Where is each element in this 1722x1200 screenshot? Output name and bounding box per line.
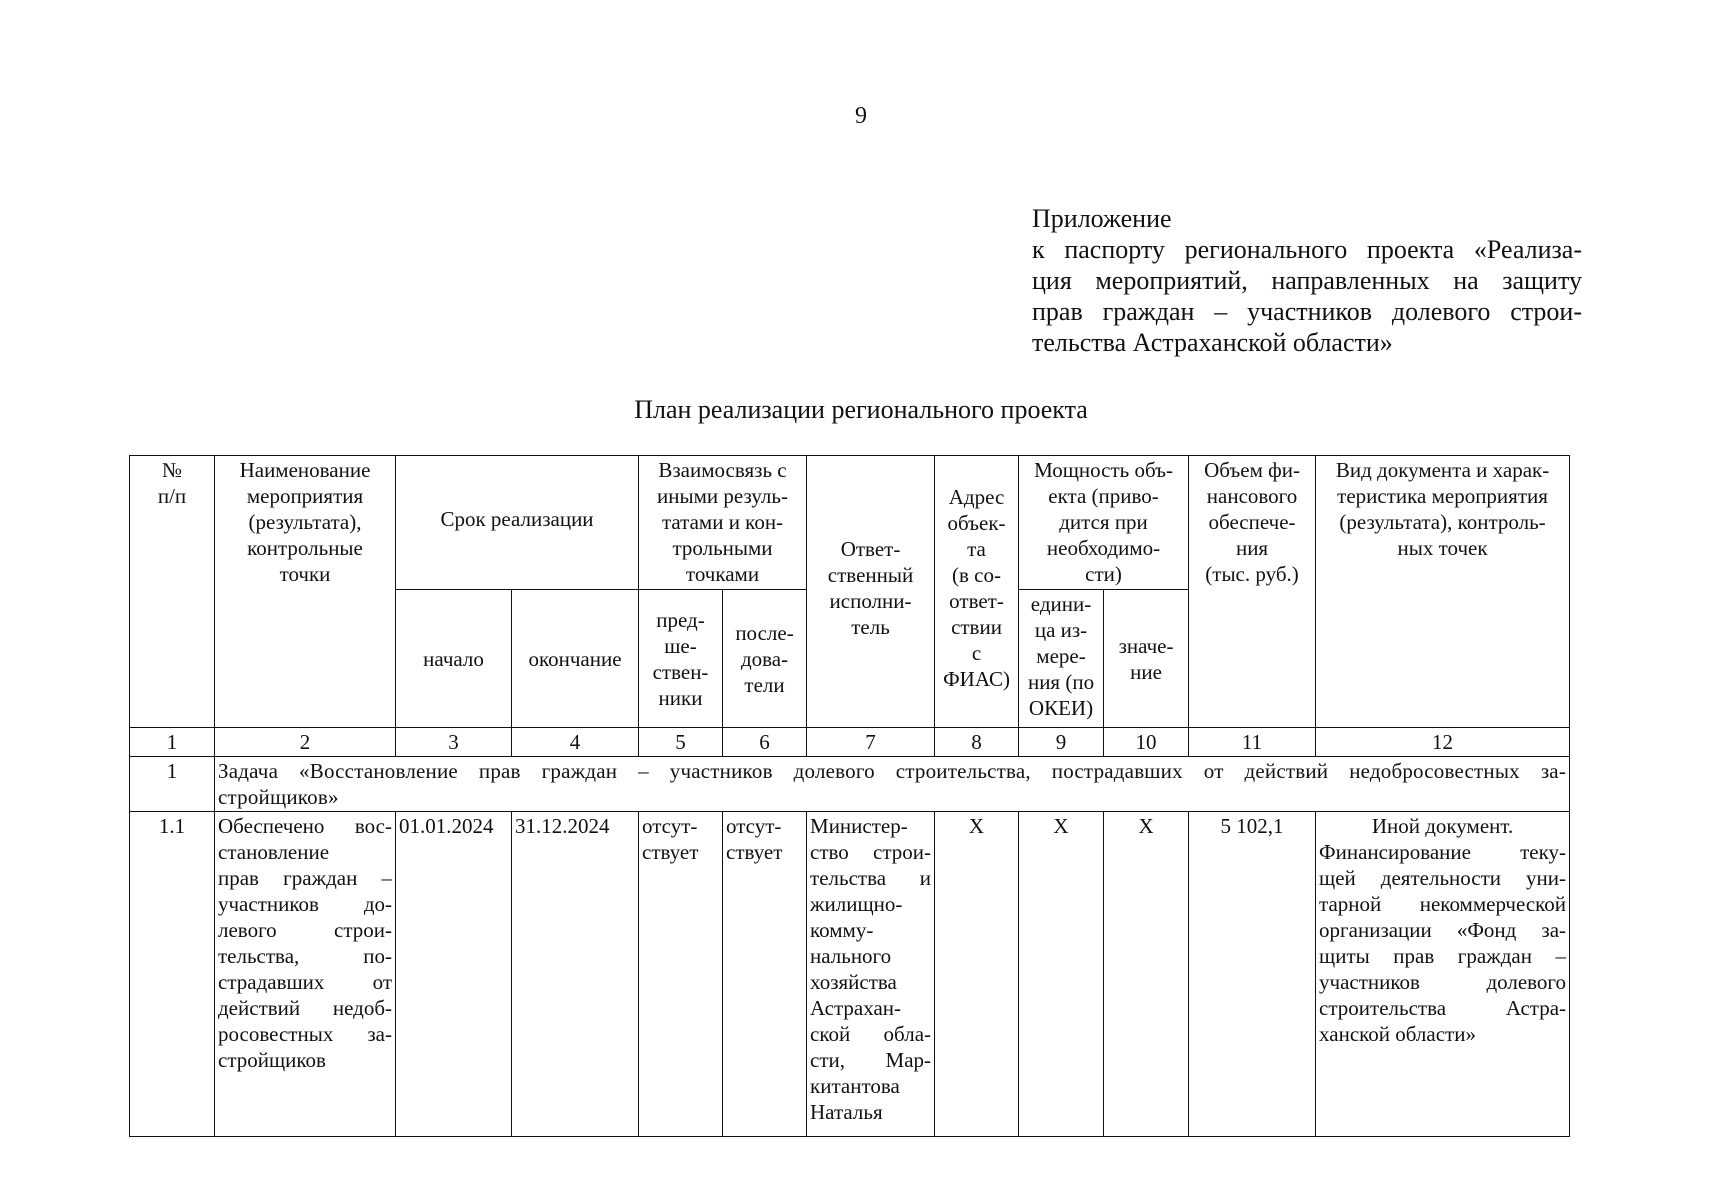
cell-text: ханской области» (1319, 1022, 1476, 1046)
header-text: ца из- (1034, 618, 1088, 642)
column-number: 11 (1189, 728, 1316, 757)
header-text: татами и кон- (661, 510, 784, 534)
header-text: значе- (1118, 633, 1174, 658)
header-text: (тыс. руб.) (1205, 562, 1299, 586)
header-text: екта (приво- (1048, 484, 1159, 508)
cell-text: ствует (642, 840, 699, 864)
header-text: пред- (656, 607, 705, 632)
row-doc-type (1316, 812, 1570, 1137)
page-number: 9 (855, 103, 867, 129)
header-unit (1019, 590, 1104, 728)
cell-text: участников долевого (1319, 970, 1567, 994)
cell-text: ство строи- (810, 840, 932, 864)
row-responsible (807, 812, 935, 1137)
header-text: точками (685, 562, 760, 586)
cell-text: тельства, по- (218, 944, 392, 968)
header-text: едини- (1030, 592, 1092, 616)
cell-text: левого строи- (218, 918, 392, 942)
row-end-date: 31.12.2024 (512, 812, 639, 1137)
cell-text: участников до- (218, 892, 392, 916)
header-text: Вид документа и харак- (1335, 458, 1550, 482)
cell-text: Иной документ. (1371, 814, 1514, 838)
cell-text: стройщиков (218, 1048, 326, 1072)
cell-text: Наталья (810, 1100, 883, 1124)
row-address: Х (935, 812, 1019, 1137)
header-responsible (807, 456, 935, 728)
column-number: 12 (1316, 728, 1570, 757)
cell-text: росовестных за- (218, 1022, 392, 1046)
header-text: ных точек (1397, 536, 1488, 560)
header-doc-type (1316, 456, 1570, 728)
header-text: Ответ- (840, 537, 901, 561)
table-row (130, 812, 1570, 1137)
task-text-line: стройщиков» (218, 785, 339, 809)
cell-text: страдавших от (218, 970, 392, 994)
header-text: трольными (672, 536, 773, 560)
header-address (935, 456, 1019, 728)
header-text: (результата), (248, 510, 362, 534)
header-text: ники (658, 685, 703, 710)
cell-text: Обеспечено вос- (218, 814, 392, 838)
cell-text: китантова (810, 1074, 900, 1098)
header-text: № (161, 458, 183, 482)
appendix-line: ция мероприятий, направленных на защиту (1032, 266, 1582, 295)
header-text: ОКЕИ) (1028, 696, 1094, 720)
column-number: 7 (807, 728, 935, 757)
appendix-caption (1032, 203, 1582, 358)
cell-text: действий недоб- (218, 996, 392, 1020)
header-text: мере- (1036, 644, 1086, 668)
plan-title: План реализации регионального проекта (634, 395, 1088, 424)
header-text: та (967, 537, 986, 561)
header-text: Наименование (239, 458, 371, 482)
task-row (130, 757, 1570, 812)
row-start-date: 01.01.2024 (396, 812, 512, 1137)
row-successors (723, 812, 807, 1137)
header-text: ФИАС) (943, 667, 1010, 691)
header-text: объек- (947, 511, 1006, 535)
header-predecessors (639, 590, 723, 728)
cell-text: ствует (726, 840, 783, 864)
cell-text: строительства Астра- (1319, 996, 1567, 1020)
header-capacity (1019, 456, 1189, 590)
header-text: дова- (740, 646, 789, 671)
header-text: ответ- (949, 589, 1004, 613)
column-number: 4 (512, 728, 639, 757)
header-text: ше- (664, 633, 697, 658)
cell-text: Финансирование теку- (1319, 840, 1567, 864)
task-text-line: Задача «Восстановление прав граждан – участников долевого строительства, пострадавших от действий недобросовестных за- (218, 759, 1567, 783)
header-text: обеспече- (1208, 510, 1296, 534)
header-name (215, 456, 396, 728)
row-predecessors (639, 812, 723, 1137)
header-text: теристика мероприятия (1337, 484, 1548, 508)
header-text: необходимо- (1046, 536, 1161, 560)
cell-text: прав граждан – (218, 866, 392, 890)
appendix-line: прав граждан – участников долевого строи- (1032, 297, 1582, 326)
header-text: мероприятия (246, 484, 364, 508)
header-text: п/п (157, 484, 187, 508)
task-text (215, 757, 1570, 812)
cell-text: жилищно- (810, 892, 903, 916)
column-number: 3 (396, 728, 512, 757)
cell-text: хозяйства (810, 970, 897, 994)
cell-text: комму- (810, 918, 874, 942)
header-text: нансового (1206, 484, 1298, 508)
header-text: Мощность объ- (1034, 458, 1173, 482)
column-number: 2 (215, 728, 396, 757)
header-text: ственный (827, 563, 914, 587)
row-name (215, 812, 396, 1137)
header-start: начало (396, 590, 512, 728)
cell-text: отсут- (642, 814, 698, 838)
column-number: 6 (723, 728, 807, 757)
cell-text: становление (218, 840, 330, 864)
cell-text: щиты прав граждан – (1319, 944, 1567, 968)
row-value: Х (1104, 812, 1189, 1137)
header-text: контрольные (247, 536, 363, 560)
appendix-line: Приложение (1032, 204, 1172, 233)
header-text: ния (по (1027, 670, 1095, 694)
header-text: ние (1130, 659, 1162, 684)
header-text: ния (1235, 536, 1269, 560)
cell-text: ской обла- (810, 1022, 932, 1046)
column-number-row (130, 728, 1570, 757)
column-number: 5 (639, 728, 723, 757)
cell-text: тельства и (810, 866, 932, 890)
header-number (130, 456, 215, 728)
header-text: иными резуль- (657, 484, 788, 508)
header-end: окончание (512, 590, 639, 728)
header-successors (723, 590, 807, 728)
header-text: после- (735, 620, 794, 645)
row-unit: Х (1019, 812, 1104, 1137)
header-value (1104, 590, 1189, 728)
cell-text: Министер- (810, 814, 908, 838)
plan-table (129, 455, 1570, 1137)
cell-text: организации «Фонд за- (1319, 918, 1567, 942)
header-text: дится при (1059, 510, 1148, 534)
column-number: 10 (1104, 728, 1189, 757)
cell-text: щей деятельности уни- (1319, 866, 1567, 890)
header-text: Адрес (948, 485, 1005, 509)
cell-text: Астрахан- (810, 996, 902, 1020)
cell-text: сти, Мар- (810, 1048, 932, 1072)
row-number: 1.1 (130, 812, 215, 1137)
header-text: Объем фи- (1204, 458, 1300, 482)
header-row-top (130, 456, 1570, 590)
header-relation (639, 456, 807, 590)
row-financing: 5 102,1 (1189, 812, 1316, 1137)
column-number: 9 (1019, 728, 1104, 757)
cell-text: тарной некоммерческой (1319, 892, 1567, 916)
header-text: (результата), контроль- (1339, 510, 1546, 534)
header-financing (1189, 456, 1316, 728)
cell-text: нального (810, 944, 892, 968)
header-period: Срок реализации (396, 456, 639, 590)
header-text: сти) (1085, 562, 1122, 586)
task-number: 1 (130, 757, 215, 812)
column-number: 8 (935, 728, 1019, 757)
column-number: 1 (130, 728, 215, 757)
header-text: тели (744, 672, 785, 697)
header-text: с (971, 641, 982, 665)
header-text: ствии (951, 615, 1002, 639)
header-text: точки (279, 562, 331, 586)
header-text: исполни- (829, 589, 912, 613)
appendix-line: тельства Астраханской области» (1032, 328, 1393, 357)
header-text: Взаимосвязь с (658, 458, 787, 482)
header-text: тель (851, 615, 890, 639)
header-text: ствен- (652, 659, 709, 684)
header-text: (в со- (952, 563, 1001, 587)
appendix-line: к паспорту регионального проекта «Реализа- (1032, 235, 1582, 264)
cell-text: отсут- (726, 814, 782, 838)
